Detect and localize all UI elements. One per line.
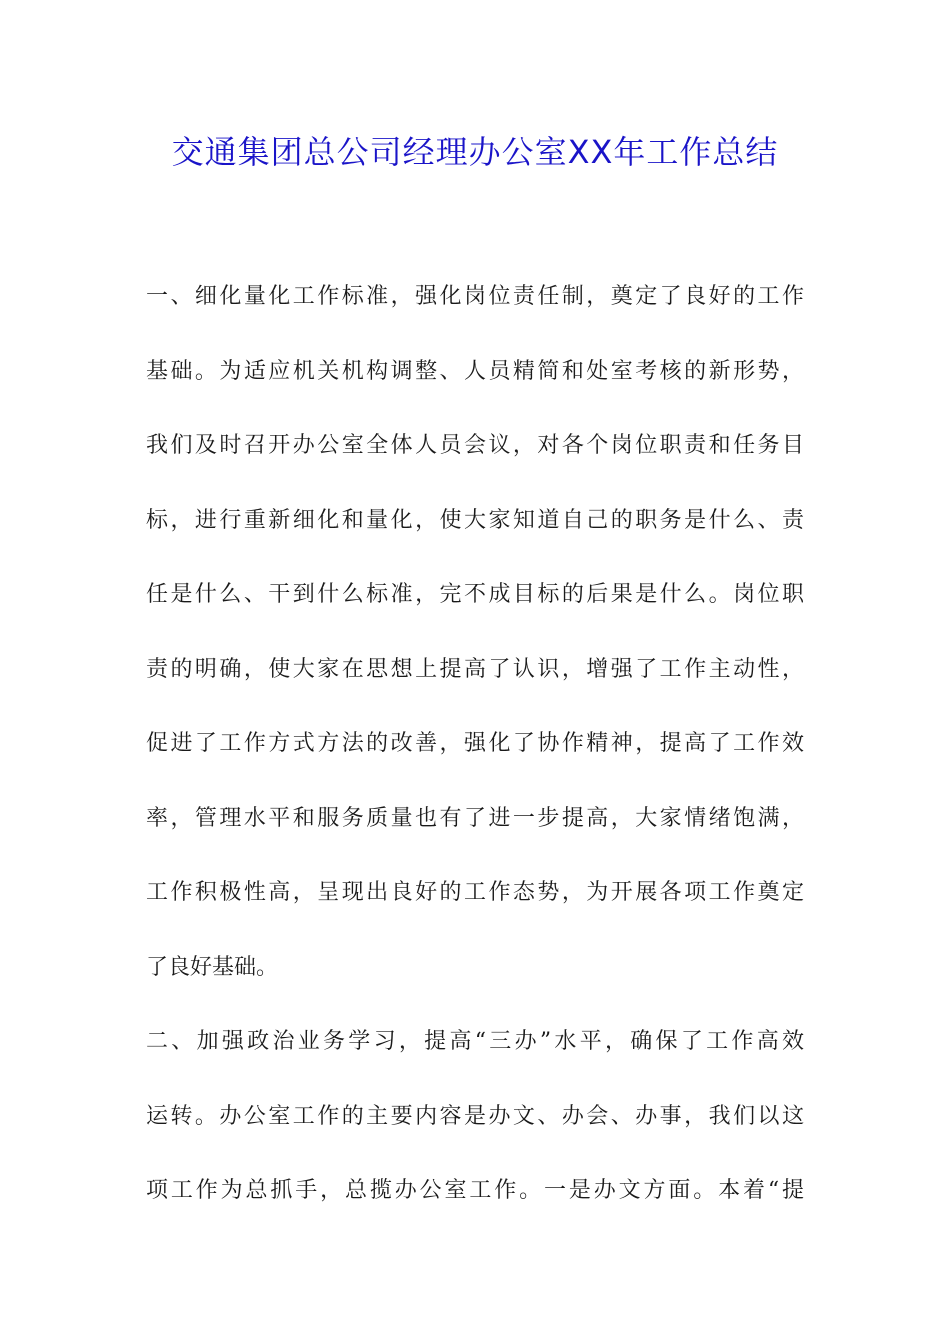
body-line: 一、细化量化工作标准，强化岗位责任制，奠定了良好的工作 [146, 284, 804, 309]
body-line: 基础。为适应机关机构调整、人员精简和处室考核的新形势， [146, 358, 804, 384]
body-line: 我们及时召开办公室全体人员会议，对各个岗位职责和任务目 [146, 433, 804, 458]
document-title: 交通集团总公司经理办公室XX年工作总结 [171, 133, 779, 171]
body-line: 责的明确，使大家在思想上提高了认识，增强了工作主动性， [146, 656, 804, 682]
body-line: 促进了工作方式方法的改善，强化了协作精神，提高了工作效 [146, 731, 804, 756]
body-line: 工作积极性高，呈现出良好的工作态势，为开展各项工作奠定 [146, 880, 804, 905]
body-line: 二、加强政治业务学习，提高“三办”水平，确保了工作高效 [146, 1029, 804, 1054]
document-body [146, 260, 804, 1229]
body-line: 率，管理水平和服务质量也有了进一步提高，大家情绪饱满， [146, 805, 804, 831]
body-line: 任是什么、干到什么标准，完不成目标的后果是什么。岗位职 [146, 582, 804, 607]
body-line: 标，进行重新细化和量化，使大家知道自己的职务是什么、责 [146, 507, 804, 533]
body-line: 运转。办公室工作的主要内容是办文、办会、办事，我们以这 [146, 1103, 804, 1129]
body-line: 项工作为总抓手，总揽办公室工作。一是办文方面。本着“提 [146, 1178, 804, 1203]
body-line: 了良好基础。 [146, 954, 279, 980]
